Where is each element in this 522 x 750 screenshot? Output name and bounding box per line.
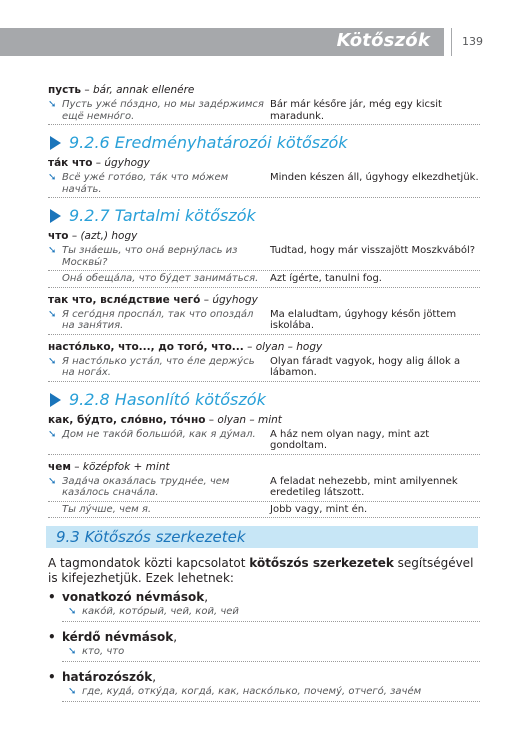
example-hungarian: Jobb vagy, mint én.	[270, 503, 368, 515]
example-row	[48, 172, 480, 198]
example-hungarian: Olyan fáradt vagyok, hogy alig állok a lábamon.	[270, 355, 461, 378]
subsection-heading	[48, 133, 480, 153]
example-row	[48, 504, 480, 519]
intro-paragraph	[48, 556, 480, 586]
bullet-label: kérdő névmások	[62, 630, 174, 644]
entry-word: пусть	[48, 84, 82, 96]
intro-bold: kötőszós szerkezetek	[249, 556, 394, 570]
triangle-bullet-icon	[50, 393, 61, 407]
example-russian: ➘ Я насто́лько уста́л, что е́ле держу́сь на нога́х.	[48, 356, 270, 379]
entry-meaning: bár, annak ellenére	[93, 84, 195, 96]
intro-text: A tagmondatok közti kapcsolatot	[48, 556, 250, 570]
example-russian: ➘ Я сего́дня проспа́л, так что опозда́л на заня́тия.	[48, 309, 270, 332]
example-row	[48, 245, 480, 271]
bullet-examples: ➘ како́й, кото́рый, чей, кой, чей	[62, 606, 480, 622]
header-divider	[451, 28, 452, 56]
entry-meaning: olyan – mint	[217, 413, 282, 426]
entry-meaning: úgyhogy	[104, 157, 150, 169]
example-row	[48, 99, 480, 125]
example-hungarian: Tudtad, hogy már visszajött Moszkvából?	[270, 245, 476, 256]
entry-word: что	[48, 230, 69, 242]
subsection-title: 9.2.8 Hasonlító kötőszók	[69, 389, 266, 409]
bullet-dot-icon: •	[48, 630, 56, 644]
example-russian: ➘ Дом не тако́й большо́й, как я ду́мал.	[48, 429, 270, 452]
entry-head: что – (azt,) hogy	[48, 230, 138, 242]
example-row	[48, 356, 480, 382]
entry-meaning: középfok + mint	[82, 460, 170, 473]
section-heading-bar	[46, 526, 478, 548]
entry-head: чем – középfok + mint	[48, 460, 170, 473]
triangle-bullet-icon	[50, 136, 61, 150]
page-content	[48, 84, 480, 702]
example-russian: ➘ Пусть уже́ по́здно, но мы заде́ржимся ещё немно́го.	[48, 99, 270, 122]
subsection-heading	[48, 206, 480, 226]
bullet-label: határozószók	[62, 670, 153, 684]
example-hungarian: Bár már későre jár, még egy kicsit maradunk.	[270, 99, 442, 122]
entry-head: та́к что – úgyhogy	[48, 157, 150, 169]
entry-meaning: olyan – hogy	[255, 340, 323, 353]
section-title: 9.3 Kötőszós szerkezetek	[56, 528, 246, 546]
entry-word: как, бу́дто, сло́вно, то́чно	[48, 413, 206, 426]
entry-word: так что, всле́дствие чего́	[48, 293, 201, 306]
entry-head: пусть – bár, annak ellenére	[48, 84, 195, 96]
example-russian: ➘ Зада́ча оказа́лась трудне́е, чем каза́лось снача́ла.	[48, 476, 270, 499]
example-row	[48, 273, 480, 288]
entry-head: насто́лько, что..., до того́, что... – olyan – hogy	[48, 340, 323, 353]
entry-word: чем	[48, 460, 71, 473]
bullet-item: • határozószók,	[48, 670, 157, 684]
example-hungarian: A feladat nehezebb, mint amilyennek eredetileg látszott.	[270, 475, 458, 498]
bullet-examples: ➘ где, куда́, отку́да, когда́, как, наско́лько, почему́, отчего́, заче́м	[62, 686, 480, 702]
bullet-dot-icon: •	[48, 590, 56, 604]
example-row	[48, 476, 480, 502]
subsection-heading	[48, 390, 480, 410]
entry-word: та́к что	[48, 157, 93, 169]
bullet-examples: ➘ кто, что	[62, 646, 480, 662]
subsection-title: 9.2.6 Eredményhatározói kötőszók	[69, 133, 348, 152]
bullet-item: • vonatkozó névmások,	[48, 590, 209, 604]
triangle-bullet-icon	[50, 209, 61, 223]
example-row	[48, 429, 480, 455]
example-hungarian: Azt ígérte, tanulni fog.	[270, 273, 382, 284]
example-russian: Ты лу́чше, чем я.	[62, 503, 152, 515]
entry-meaning: úgyhogy	[212, 293, 258, 306]
bullet-item: • kérdő névmások,	[48, 630, 178, 644]
entry-head: как, бу́дто, сло́вно, то́чно – olyan – mint	[48, 413, 282, 426]
subsection-title: 9.2.7 Tartalmi kötőszók	[69, 206, 256, 225]
page-number: 139	[462, 35, 483, 48]
bullet-dot-icon: •	[48, 670, 56, 684]
example-russian: ➘ Ты зна́ешь, что она́ верну́лась из Москвы́?	[48, 245, 270, 268]
entry-meaning: (azt,) hogy	[80, 230, 138, 242]
example-row	[48, 309, 480, 335]
intro-text: segítségével is kifejezhetjük. Ezek lehetnek:	[48, 556, 474, 585]
bullet-label: vonatkozó névmások	[62, 590, 205, 604]
entry-head: так что, всле́дствие чего́ – úgyhogy	[48, 293, 258, 306]
example-russian: ➘ Всё уже́ гото́во, та́к что мо́жем нача́ть.	[48, 172, 270, 195]
chapter-title: Kötőszók	[336, 30, 430, 51]
entry-word: насто́лько, что..., до того́, что...	[48, 340, 244, 353]
example-hungarian: Ma elaludtam, úgyhogy későn jöttem iskolába.	[270, 308, 457, 331]
page-header	[0, 28, 522, 56]
example-hungarian: A ház nem olyan nagy, mint azt gondoltam.	[270, 428, 430, 451]
example-hungarian: Minden készen áll, úgyhogy elkezdhetjük.	[270, 172, 479, 183]
example-russian: Она́ обеща́ла, что бу́дет занима́ться.	[62, 273, 259, 284]
